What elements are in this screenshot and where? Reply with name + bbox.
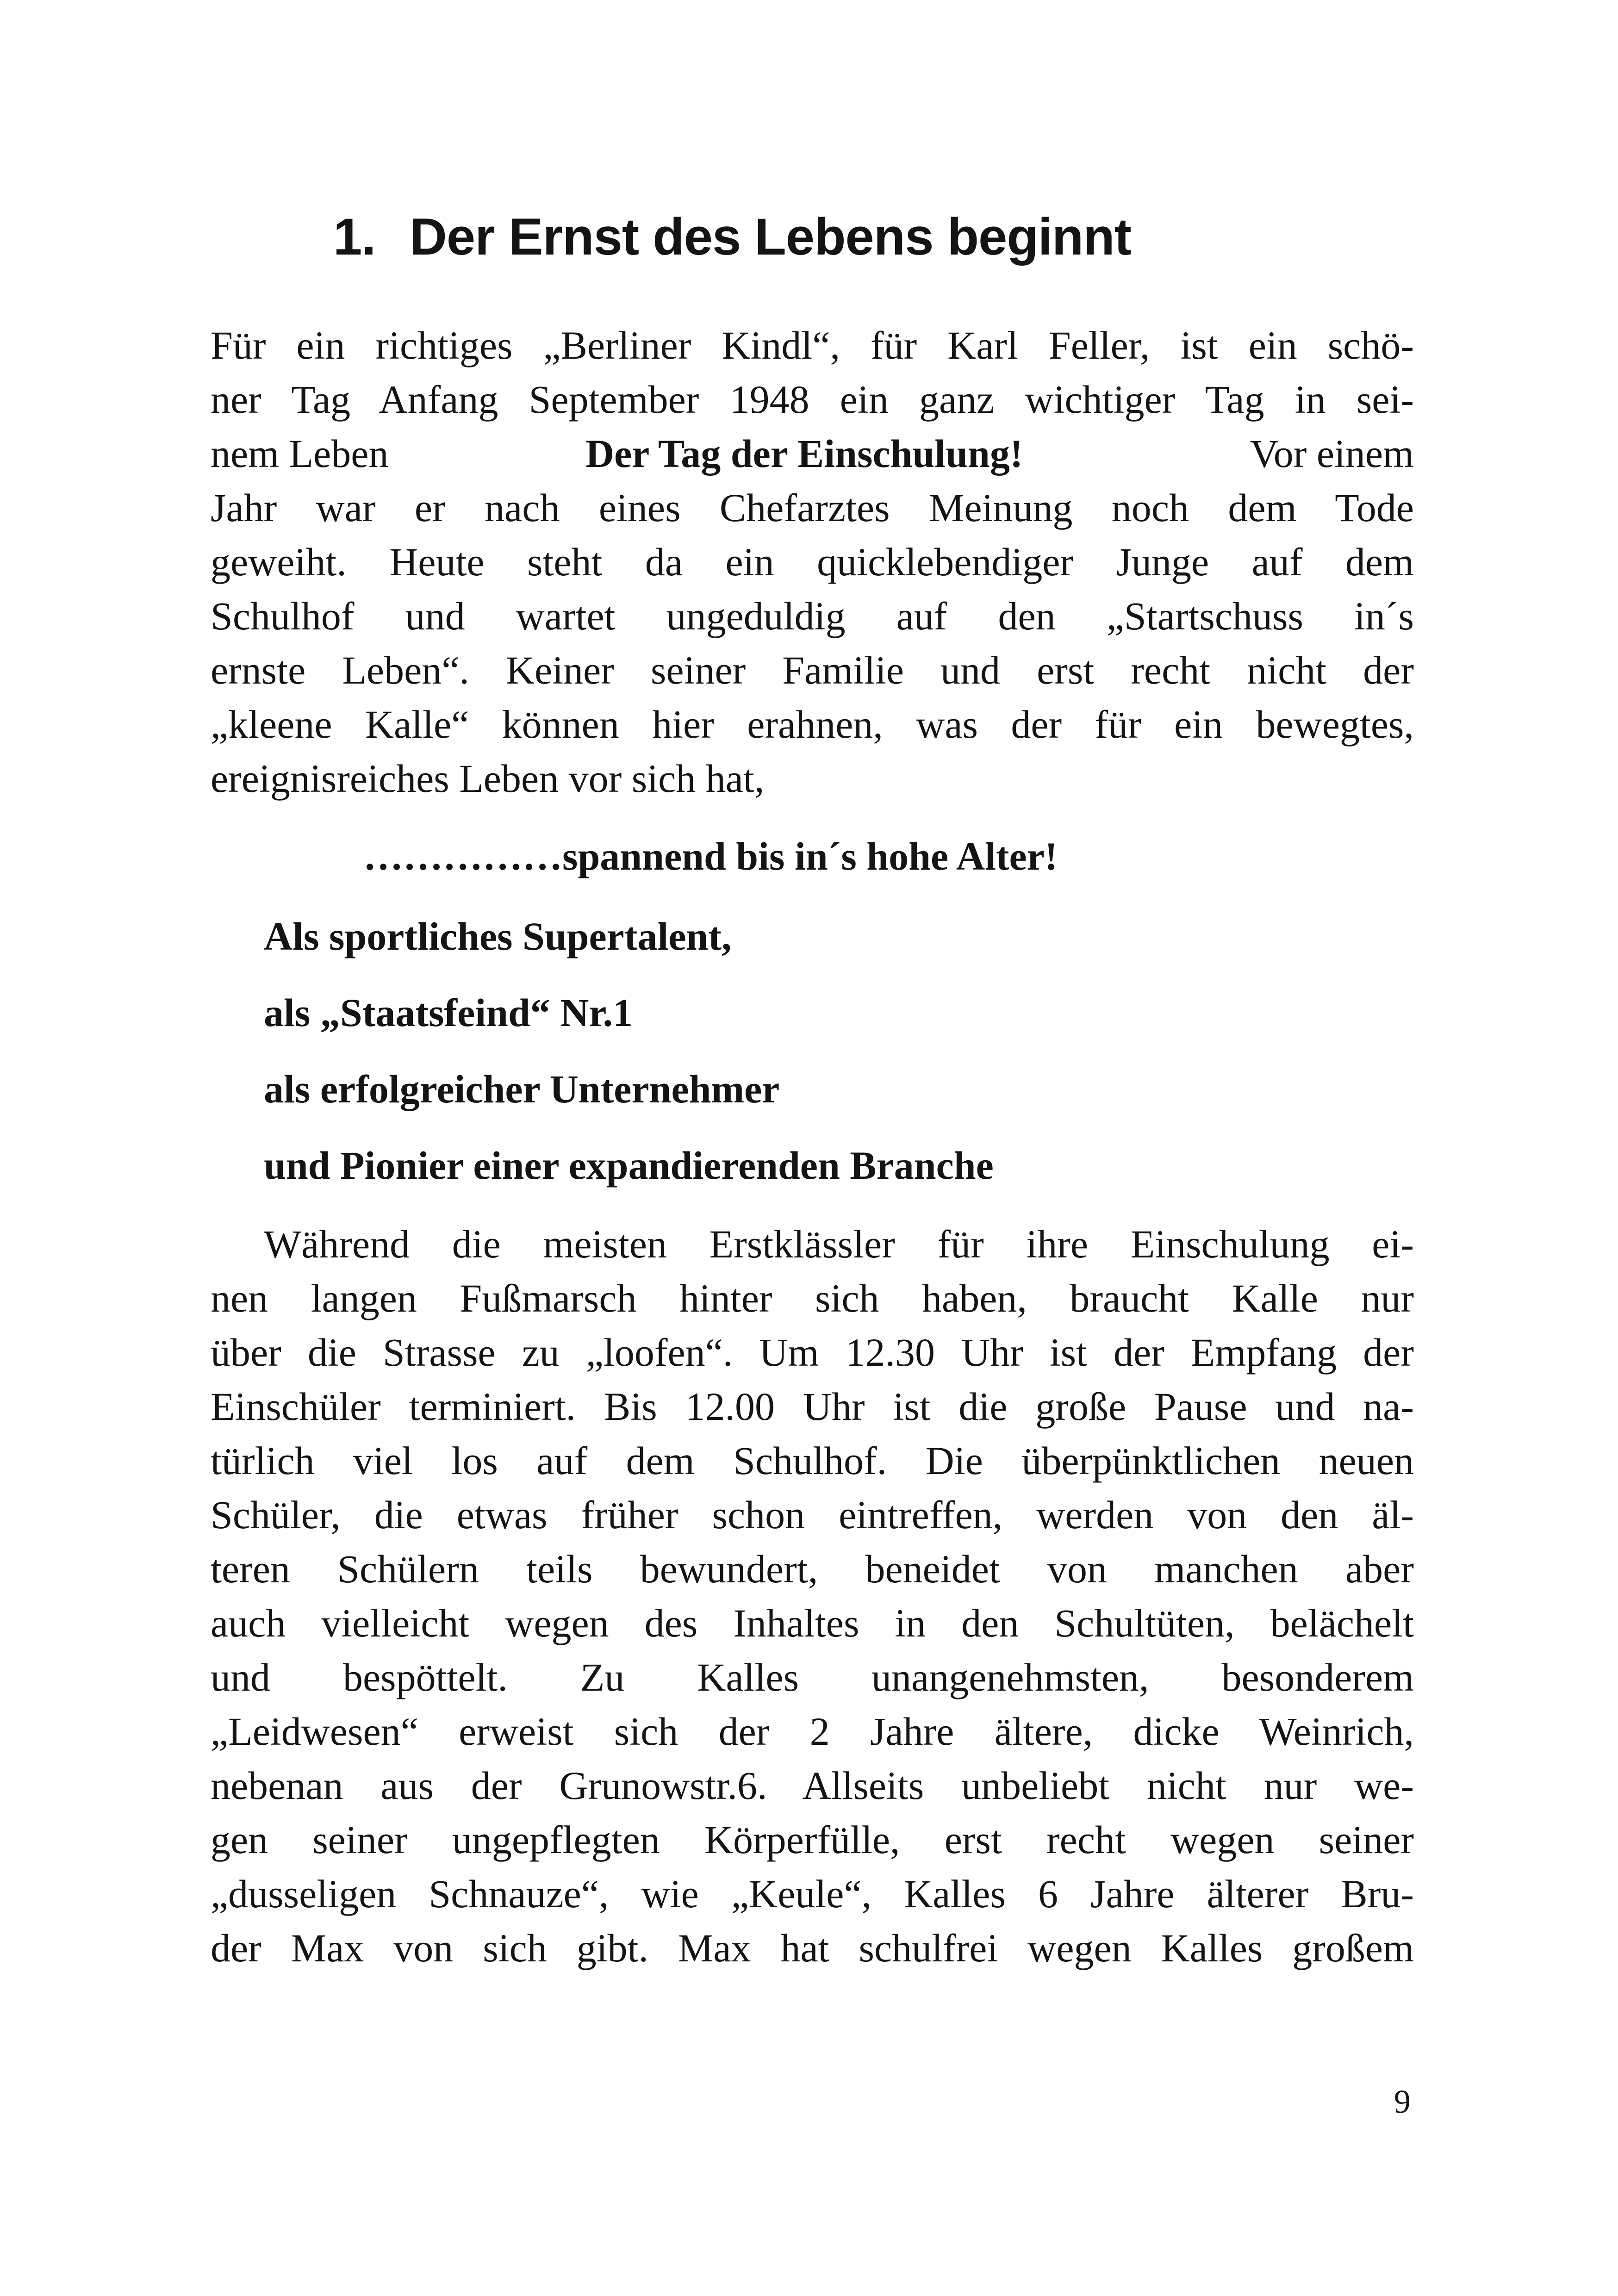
paragraph-line: Schulhof und wartet ungeduldig auf den „Startschuss in´s	[211, 594, 1414, 638]
paragraph-line-emphasis	[211, 427, 1414, 481]
paragraph-line: „Leidwesen“ erweist sich der 2 Jahre ältere, dicke Weinrich,	[211, 1709, 1414, 1754]
chapter-number: 1.	[333, 208, 376, 266]
role-item: als erfolgreicher Unternehmer	[264, 1067, 780, 1111]
paragraph-line: ernste Leben“. Keiner seiner Familie und erst recht nicht der	[211, 648, 1414, 692]
paragraph-line: Schüler, die etwas früher schon eintreffen, werden von den äl-	[211, 1493, 1414, 1537]
intro-paragraph	[211, 318, 1414, 806]
paragraph-line: geweiht. Heute steht da ein quicklebendiger Junge auf dem	[211, 540, 1414, 584]
paragraph-line: Während die meisten Erstklässler für ihre Einschulung ei-	[264, 1222, 1414, 1266]
paragraph-line: Einschüler terminiert. Bis 12.00 Uhr ist die große Pause und na-	[211, 1384, 1414, 1429]
teaser-line: ……………spannend bis in´s hohe Alter!	[363, 834, 1058, 878]
paragraph-line: nebenan aus der Grunowstr.6. Allseits unbeliebt nicht nur we-	[211, 1763, 1414, 1808]
paragraph-line: ner Tag Anfang September 1948 ein ganz wichtiger Tag in sei-	[211, 377, 1414, 422]
paragraph-line: gen seiner ungepflegten Körperfülle, erst recht wegen seiner	[211, 1817, 1414, 1862]
role-item: und Pionier einer expandierenden Branche	[264, 1143, 994, 1188]
chapter-heading	[333, 206, 1131, 268]
role-item: als „Staatsfeind“ Nr.1	[264, 990, 633, 1035]
paragraph-line: Für ein richtiges „Berliner Kindl“, für Karl Feller, ist ein schö-	[211, 323, 1414, 367]
line-end-text: Vor einem	[1250, 431, 1414, 476]
paragraph-line: Jahr war er nach eines Chefarztes Meinung noch dem Tode	[211, 485, 1414, 530]
paragraph-line: „kleene Kalle“ können hier erahnen, was der für ein bewegtes,	[211, 702, 1414, 747]
paragraph-line: und bespöttelt. Zu Kalles unangenehmsten, besonderem	[211, 1655, 1414, 1699]
paragraph-line: teren Schülern teils bewundert, beneidet von manchen aber	[211, 1547, 1414, 1591]
line-start-text: nem Leben	[211, 431, 389, 476]
paragraph-line: nen langen Fußmarsch hinter sich haben, braucht Kalle nur	[211, 1276, 1414, 1320]
page-number: 9	[1394, 2083, 1411, 2120]
paragraph-line: der Max von sich gibt. Max hat schulfrei wegen Kalles großem	[211, 1926, 1414, 1970]
paragraph-line: „dusseligen Schnauze“, wie „Keule“, Kalles 6 Jahre älterer Bru-	[211, 1872, 1414, 1916]
paragraph-line: ereignisreiches Leben vor sich hat,	[211, 756, 765, 801]
chapter-title: Der Ernst des Lebens beginnt	[410, 208, 1131, 266]
emphasis-text: Der Tag der Einschulung!	[585, 431, 1023, 476]
paragraph-line: türlich viel los auf dem Schulhof. Die überpünktlichen neuen	[211, 1438, 1414, 1483]
paragraph-line: über die Strasse zu „loofen“. Um 12.30 Uhr ist der Empfang der	[211, 1330, 1414, 1375]
paragraph-line: auch vielleicht wegen des Inhaltes in den Schultüten, belächelt	[211, 1601, 1414, 1645]
role-item: Als sportliches Supertalent,	[264, 914, 732, 958]
main-paragraph	[211, 1217, 1414, 1975]
role-list	[264, 909, 994, 1215]
